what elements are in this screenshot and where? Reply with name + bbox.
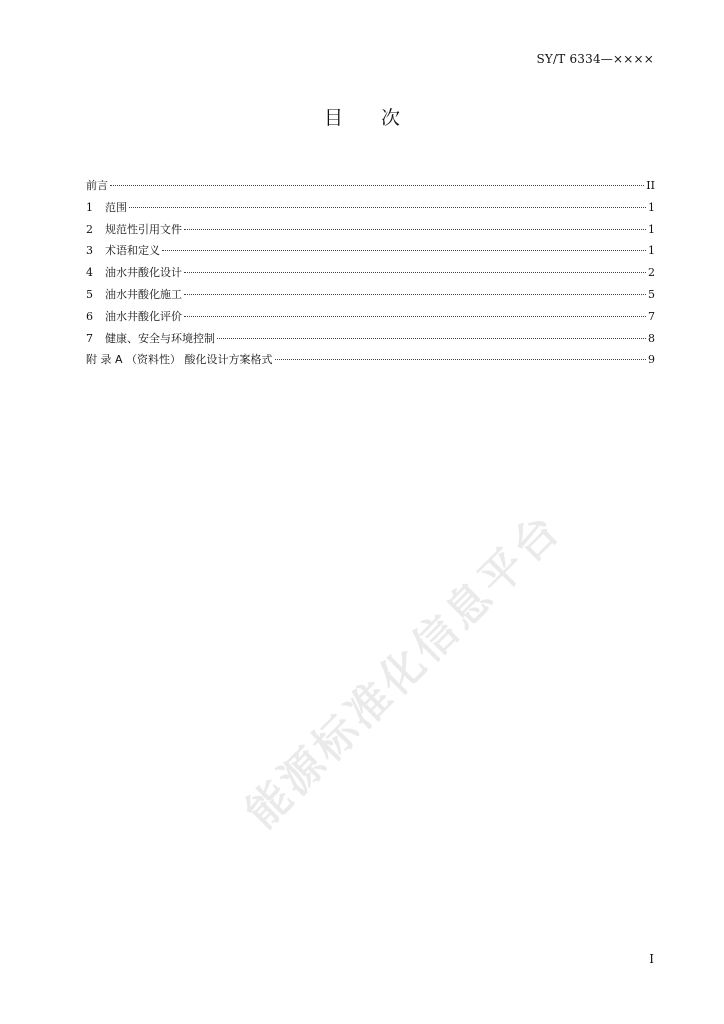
toc-entry-acidizing-evaluation[interactable]: [86, 308, 655, 330]
toc-entry-page: 2: [648, 266, 655, 280]
toc-leader-dots: [184, 272, 646, 273]
toc-entry-number: 3: [86, 244, 93, 258]
toc-entry-number: 4: [86, 266, 93, 280]
toc-entry-label: 健康、安全与环境控制: [105, 331, 215, 345]
toc-entry-label: 油水井酸化施工: [105, 287, 182, 301]
toc-leader-dots: [184, 229, 646, 230]
toc-leader-dots: [162, 250, 646, 251]
toc-entry-page: 8: [648, 331, 655, 345]
toc-entry-page: 1: [648, 200, 655, 214]
toc-entry-normative-references[interactable]: [86, 221, 655, 243]
header-standard-code: SY/T 6334—××××: [536, 52, 654, 66]
toc-entry-label: 术语和定义: [105, 244, 160, 258]
toc-entry-number: 5: [86, 287, 93, 301]
toc-entry-appendix-a[interactable]: [86, 351, 655, 373]
toc-entry-page: 1: [648, 222, 655, 236]
title-char-1: 目: [323, 107, 343, 129]
toc-entry-hse-control[interactable]: [86, 330, 655, 352]
watermark-text: 能源标准化信息平台: [236, 503, 572, 839]
toc-leader-dots: [184, 316, 646, 317]
toc-entry-acidizing-design[interactable]: [86, 264, 655, 286]
toc-entry-acidizing-operation[interactable]: [86, 286, 655, 308]
toc-entry-page: II: [646, 179, 655, 192]
toc-entry-label: 范围: [105, 200, 127, 214]
toc-entry-page: 5: [648, 287, 655, 301]
table-of-contents: [86, 177, 655, 373]
toc-entry-terms-definitions[interactable]: [86, 242, 655, 264]
toc-entry-number: 6: [86, 309, 93, 323]
toc-entry-label: 油水井酸化评价: [105, 309, 182, 323]
toc-leader-dots: [184, 294, 646, 295]
toc-leader-dots: [110, 185, 644, 186]
toc-entry-label: 规范性引用文件: [105, 222, 182, 236]
toc-entry-page: 9: [648, 353, 655, 367]
toc-leader-dots: [275, 359, 646, 360]
toc-entry-page: 7: [648, 309, 655, 323]
toc-leader-dots: [129, 207, 646, 208]
toc-entry-number: 1: [86, 200, 93, 214]
toc-entry-number: 7: [86, 331, 93, 345]
toc-entry-scope[interactable]: [86, 199, 655, 221]
toc-entry-label: 附 录 A （资料性） 酸化设计方案格式: [86, 353, 273, 367]
title-char-2: 次: [381, 107, 401, 129]
toc-entry-page: 1: [648, 244, 655, 258]
toc-entry-label: 油水井酸化设计: [105, 266, 182, 280]
toc-leader-dots: [217, 338, 646, 339]
toc-entry-foreword[interactable]: [86, 177, 655, 199]
page-title: [0, 103, 724, 130]
toc-entry-label: 前言: [86, 179, 108, 192]
toc-entry-number: 2: [86, 222, 93, 236]
page-number: I: [649, 952, 654, 966]
